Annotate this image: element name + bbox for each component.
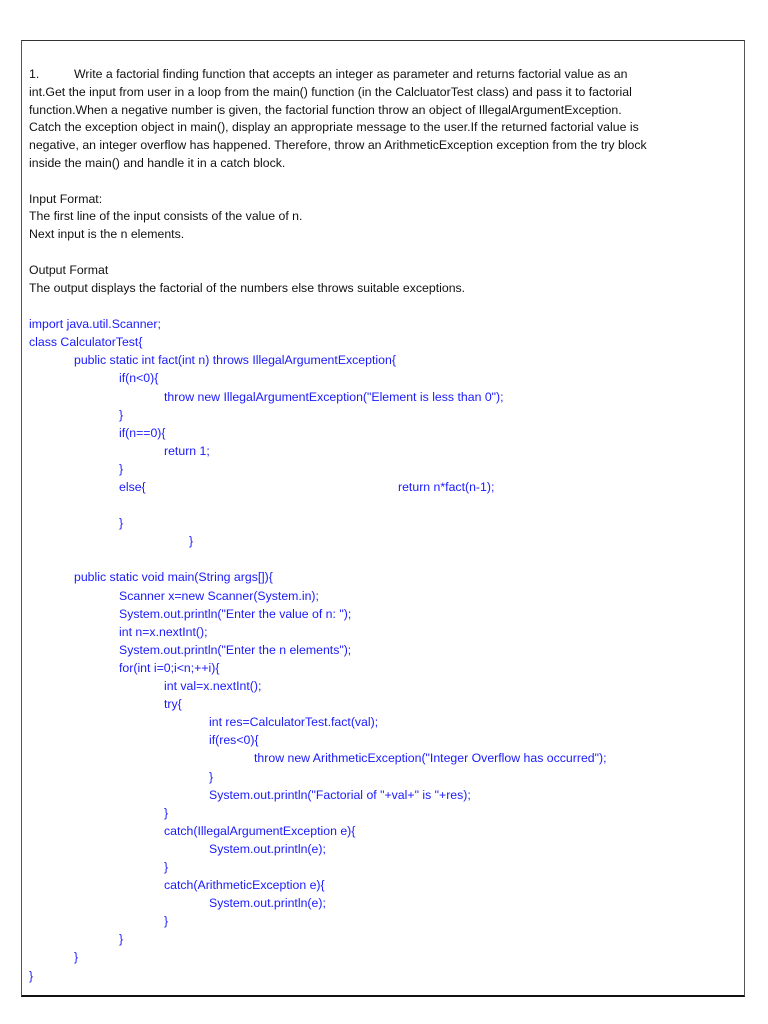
input-format-line: The first line of the input consists of the value of n. (29, 209, 303, 224)
code-line: } (29, 968, 34, 983)
code-line: Scanner x=new Scanner(System.in); (119, 588, 319, 603)
code-line: throw new ArithmeticException("Integer Overflow has occurred"); (254, 751, 607, 766)
question-text-first: Write a factorial finding function that accepts an integer as parameter and returns factorial value as an (74, 67, 628, 81)
code-line: int n=x.nextInt(); (119, 624, 208, 639)
code-line: class CalculatorTest{ (29, 335, 143, 350)
code-line-blank (29, 550, 739, 568)
question-paragraph (29, 66, 739, 173)
output-format-heading: Output Format (29, 262, 109, 277)
output-format-line: The output displays the factorial of the numbers else throws suitable exceptions. (29, 280, 466, 295)
code-line: for(int i=0;i<n;++i){ (119, 660, 220, 675)
question-number: 1. (29, 67, 40, 81)
code-line: catch(IllegalArgumentException e){ (164, 823, 356, 838)
input-format-heading: Input Format: (29, 191, 103, 206)
question-line: negative, an integer overflow has happened. Therefore, throw an ArithmeticException exception from the try block (29, 138, 647, 153)
question-first-line (29, 66, 739, 84)
code-line: return 1; (164, 443, 210, 458)
code-line: throw new IllegalArgumentException("Element is less than 0"); (164, 389, 504, 404)
code-line: System.out.println(e); (209, 841, 326, 856)
code-line: public static void main(String args[]){ (74, 570, 273, 585)
document-content (29, 66, 739, 985)
code-line: } (119, 932, 124, 947)
code-line: } (119, 407, 124, 422)
code-line: import java.util.Scanner; (29, 317, 161, 332)
code-line: } (119, 461, 124, 476)
code-line: int res=CalculatorTest.fact(val); (209, 715, 379, 730)
code-else-return: return n*fact(n-1); (398, 480, 495, 494)
code-line: } (164, 859, 169, 874)
code-line: catch(ArithmeticException e){ (164, 878, 325, 893)
code-line: System.out.println("Enter the value of n: "); (119, 606, 352, 621)
input-format-line: Next input is the n elements. (29, 227, 185, 242)
question-line: int.Get the input from user in a loop from the main() function (in the CalcluatorTest class) and pass it to factorial (29, 84, 632, 99)
code-block (29, 315, 739, 984)
code-line: } (189, 534, 194, 549)
code-line: } (209, 769, 214, 784)
question-line: function.When a negative number is given, the factorial function throw an object of IllegalArgumentException. (29, 102, 622, 117)
code-line: System.out.println("Factorial of "+val+" is "+res); (209, 787, 471, 802)
code-line: System.out.println("Enter the n elements"); (119, 642, 352, 657)
question-line: Catch the exception object in main(), display an appropriate message to the user.If the returned factorial value is (29, 120, 639, 135)
output-format-section (29, 262, 739, 298)
code-line: } (164, 805, 169, 820)
input-format-section (29, 191, 739, 244)
code-line: } (164, 914, 169, 929)
code-line: if(res<0){ (209, 733, 259, 748)
code-line-blank (29, 496, 739, 514)
code-else: else{ (119, 480, 146, 494)
code-line: } (74, 950, 79, 965)
code-line-else (29, 478, 739, 496)
code-line: int val=x.nextInt(); (164, 679, 262, 694)
code-line: try{ (164, 697, 182, 712)
code-line: } (119, 516, 124, 531)
code-line: if(n<0){ (119, 371, 159, 386)
code-line: public static int fact(int n) throws IllegalArgumentException{ (74, 353, 396, 368)
code-line: if(n==0){ (119, 425, 166, 440)
question-line: inside the main() and handle it in a catch block. (29, 155, 286, 170)
code-line: System.out.println(e); (209, 896, 326, 911)
